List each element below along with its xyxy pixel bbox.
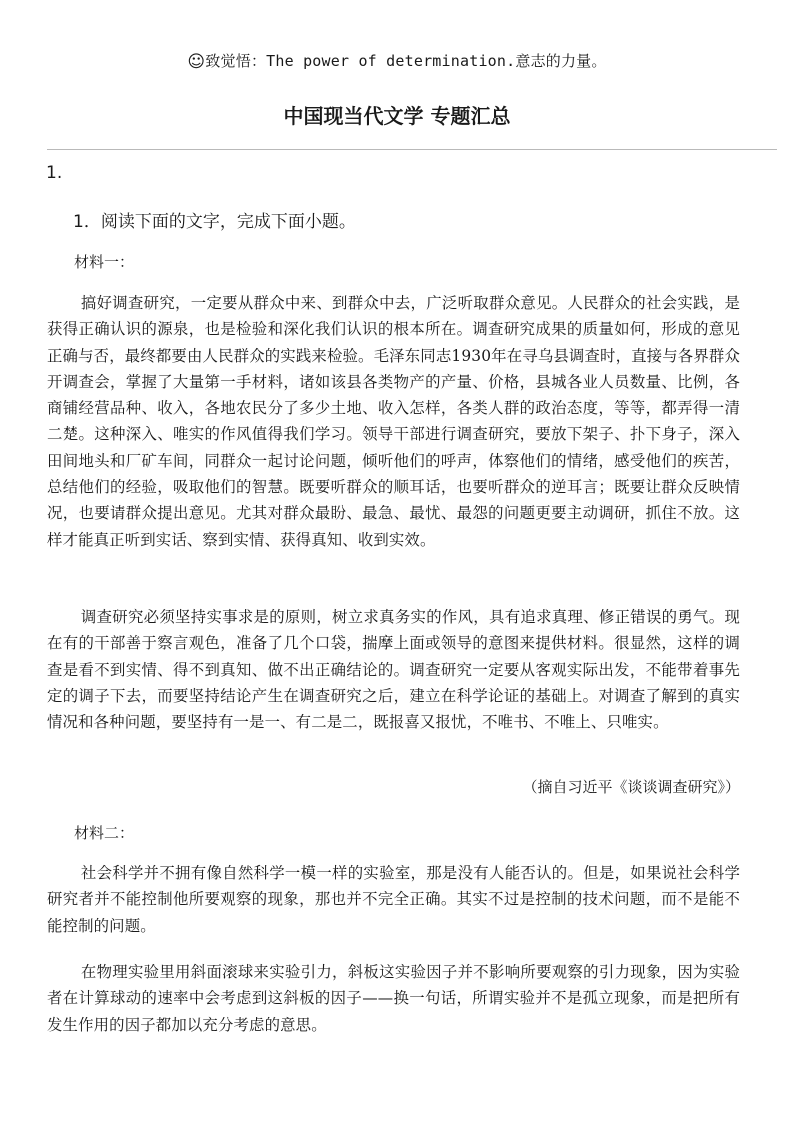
material-one-paragraph-2: 调查研究必须坚持实事求是的原则，树立求真务实的作风，具有追求真理、修正错误的勇气。现在有的干部善于察言观色，准备了几个口袋，揣摩上面或领导的意图来提供材料。很显然，这样的调查是看不到实情、得不到真知、做不出正确结论的。调查研究一定要从客观实际出发，不能带着事先定的调子下去，而要坚持结论产生在调查研究之后，建立在科学论证的基础上。对调查了解到的真实情况和各种问题，要坚持有一是一、有二是二，既报喜又报忧，不唯书、不唯上、只唯实。 [47, 608, 740, 732]
material-one-paragraph-1: 搞好调查研究，一定要从群众中来、到群众中去，广泛听取群众意见。人民群众的社会实践，是获得正确认识的源泉，也是检验和深化我们认识的根本所在。调查研究成果的质量如何，形成的意见正确与否，最终都要由人民群众的实践来检验。毛泽东同志1930年在寻乌县调查时，直接与各界群众开调查会，掌握了大量第一手材料，诸如该县各类物产的产量、价格，县城各业人员数量、比例，各商铺经营品种、收入，各地农民分了多少土地、收入怎样，各类人群的政治态度，等等，都弄得一清二楚。这种深入、唯实的作风值得我们学习。领导干部进行调查研究，要放下架子、扑下身子，深入田间地头和厂矿车间，同群众一起讨论问题，倾听他们的呼声，体察他们的情绪，感受他们的疾苦，总结他们的经验，吸取他们的智慧。既要听群众的顺耳话，也要听群众的逆耳言；既要让群众反映情况，也要请群众提出意见。尤其对群众最盼、最急、最忧、最怨的问题更要主动调研，抓住不放。这样才能真正听到实话、察到实情、获得真知、收到实效。 [47, 294, 740, 549]
header-motto: 致觉悟：The power of determination.意志的力量。 [205, 52, 607, 70]
smiley-face-icon: ☺ [187, 52, 206, 72]
material-two-label: 材料二： [74, 824, 135, 842]
document-title: 中国现当代文学 专题汇总 [283, 104, 511, 128]
material-one-source: （摘自习近平《谈谈调查研究》） [522, 778, 740, 796]
question-number: 1. [46, 163, 63, 183]
title-divider [47, 149, 777, 150]
question-prompt: 1．阅读下面的文字，完成下面小题。 [73, 212, 356, 232]
material-two-paragraph-1: 社会科学并不拥有像自然科学一模一样的实验室，那是没有人能否认的。但是，如果说社会科学研究者并不能控制他所要观察的现象，那也并不完全正确。其实不过是控制的技术问题，而不是能不能控制的问题。 [47, 864, 740, 935]
material-two-paragraph-2: 在物理实验里用斜面滚球来实验引力，斜板这实验因子并不影响所要观察的引力现象，因为实验者在计算球动的速率中会考虑到这斜板的因子——换一句话，所谓实验并不是孤立现象，而是把所有发生作用的因子都加以充分考虑的意思。 [47, 963, 740, 1034]
material-one-label: 材料一： [74, 253, 135, 271]
page-header [0, 50, 794, 72]
